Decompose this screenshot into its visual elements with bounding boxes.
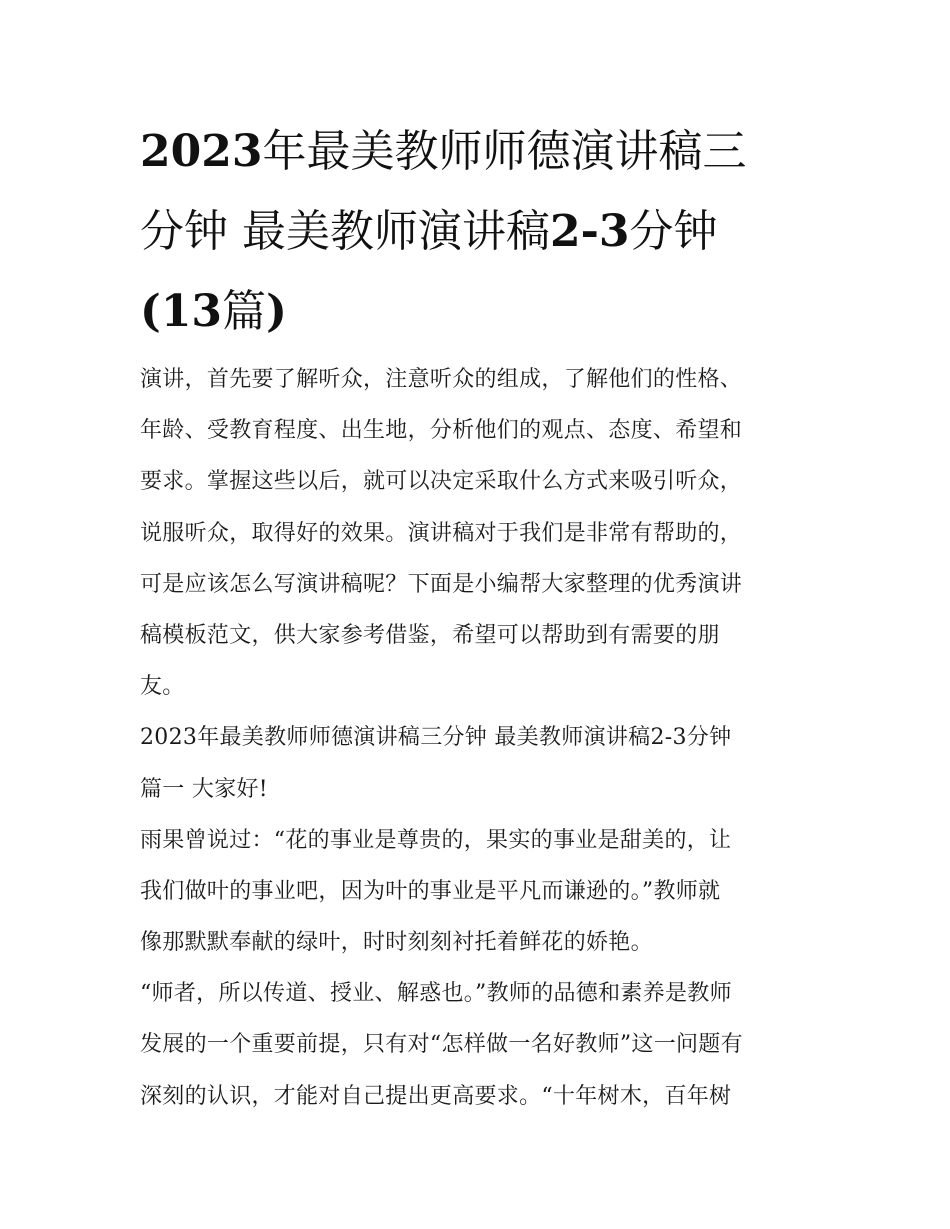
body-line: 稿模板范文，供大家参考借鉴，希望可以帮助到有需要的朋 — [140, 622, 720, 648]
body-line: “师者，所以传道、授业、解惑也。”教师的品德和素养是教师 — [140, 981, 732, 1007]
body-line: 要求。掌握这些以后，就可以决定采取什么方式来吸引听众， — [140, 469, 743, 495]
body-line: 像那默默奉献的绿叶，时时刻刻衬托着鲜花的娇艳。 — [140, 930, 653, 956]
section-heading-line: 2023年最美教师师德演讲稿三分钟 最美教师演讲稿2-3分钟 — [140, 725, 732, 751]
body-line: 友。 — [140, 674, 185, 700]
body-line: 深刻的认识，才能对自己提出更高要求。“十年树木，百年树 — [140, 1083, 732, 1109]
body-line: 可是应该怎么写演讲稿呢？下面是小编帮大家整理的优秀演讲 — [140, 571, 743, 597]
body-line: 篇一 大家好! — [140, 776, 268, 802]
body-line: 年龄、受教育程度、出生地，分析他们的观点、态度、希望和 — [140, 418, 743, 444]
document-title — [140, 112, 830, 352]
body-line: 说服听众，取得好的效果。演讲稿对于我们是非常有帮助的， — [140, 520, 743, 546]
document-body — [140, 354, 830, 1122]
title-line-1: 2023年最美教师师德演讲稿三 — [140, 126, 747, 177]
body-line: 演讲，首先要了解听众，注意听众的组成，了解他们的性格、 — [140, 367, 743, 392]
title-line-2: 分钟 最美教师演讲稿2-3分钟 — [140, 206, 718, 257]
body-line: 雨果曾说过：“花的事业是尊贵的，果实的事业是甜美的，让 — [140, 827, 732, 853]
title-line-3: (13篇) — [140, 286, 287, 337]
body-line: 发展的一个重要前提，只有对“怎样做一名好教师”这一问题有 — [140, 1032, 743, 1058]
body-line: 我们做叶的事业吧，因为叶的事业是平凡而谦逊的。”教师就 — [140, 878, 721, 904]
